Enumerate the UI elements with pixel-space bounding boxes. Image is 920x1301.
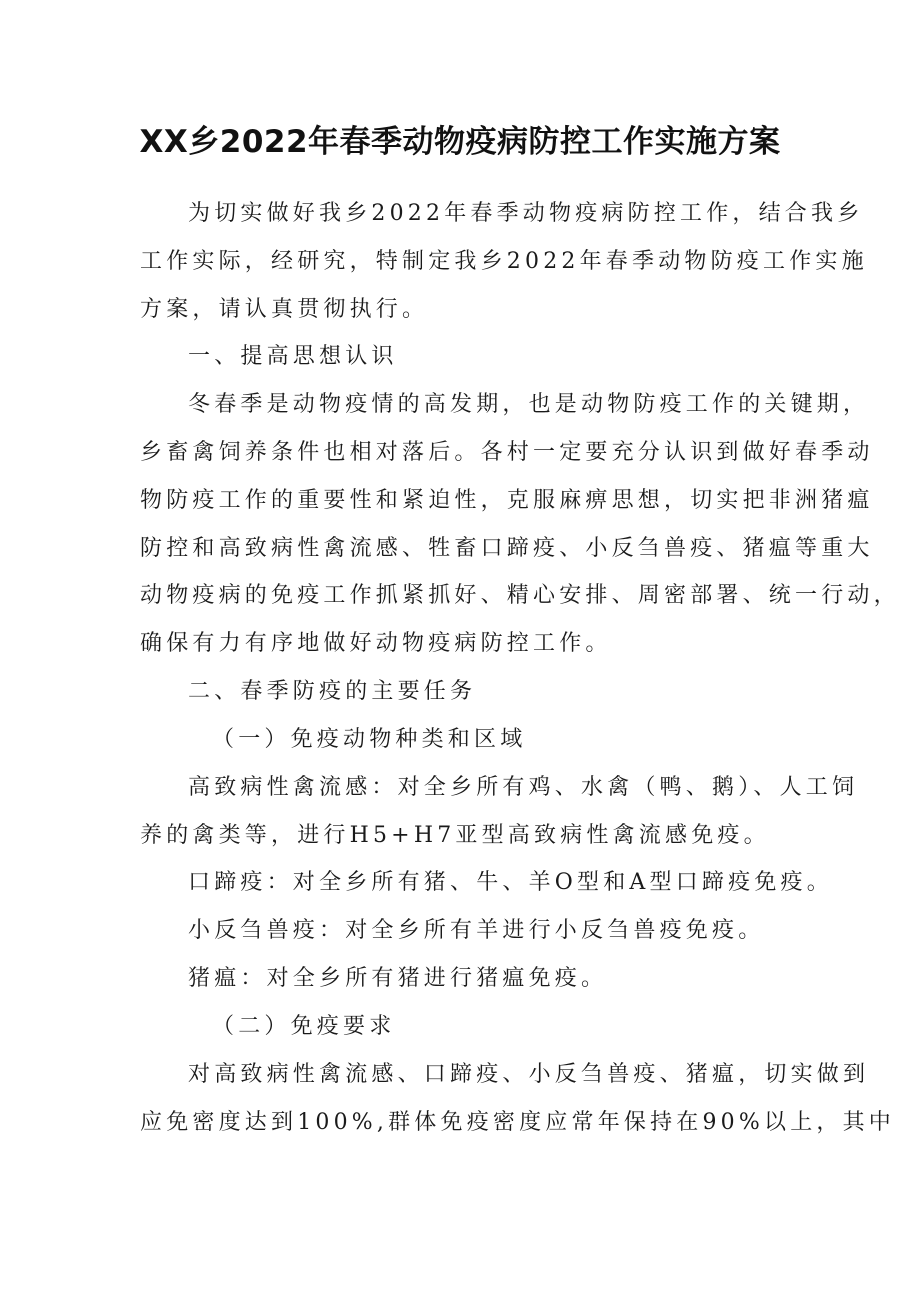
document-title: XX乡2022年春季动物疫病防控工作实施方案 [139, 124, 781, 160]
paragraph-line: 养的禽类等，进行H5+H7亚型高致病性禽流感免疫。 [140, 823, 770, 848]
section-heading: 二、春季防疫的主要任务 [188, 679, 477, 704]
paragraph-line: 防控和高致病性禽流感、牲畜口蹄疫、小反刍兽疫、猪瘟等重大 [140, 536, 874, 561]
paragraph-line: 口蹄疫：对全乡所有猪、牛、羊O型和A型口蹄疫免疫。 [188, 870, 833, 895]
paragraph-line: 高致病性禽流感：对全乡所有鸡、水禽（鸭、鹅）、人工饲 [188, 775, 859, 800]
subsection-heading: （一）免疫动物种类和区域 [212, 727, 527, 752]
paragraph-line: 方案，请认真贯彻执行。 [140, 297, 429, 322]
paragraph-line: 动物疫病的免疫工作抓紧抓好、精心安排、周密部署、统一行动， [140, 583, 900, 608]
paragraph-line: 对高致病性禽流感、口蹄疫、小反刍兽疫、猪瘟，切实做到 [188, 1062, 870, 1087]
paragraph-line: 冬春季是动物疫情的高发期，也是动物防疫工作的关键期， [188, 392, 870, 417]
paragraph-line: 乡畜禽饲养条件也相对落后。各村一定要充分认识到做好春季动 [140, 440, 874, 465]
paragraph-line: 应免密度达到100%,群体免疫密度应常年保持在90%以上，其中 [140, 1110, 895, 1135]
paragraph-line: 小反刍兽疫：对全乡所有羊进行小反刍兽疫免疫。 [188, 918, 765, 943]
paragraph-line: 物防疫工作的重要性和紧迫性，克服麻痹思想，切实把非洲猪瘟 [140, 488, 874, 513]
paragraph-line: 为切实做好我乡2022年春季动物疫病防控工作，结合我乡 [188, 201, 864, 226]
paragraph-line: 猪瘟：对全乡所有猪进行猪瘟免疫。 [188, 966, 608, 991]
paragraph-line: 工作实际，经研究，特制定我乡2022年春季动物防疫工作实施 [140, 249, 868, 274]
subsection-heading: （二）免疫要求 [212, 1014, 396, 1039]
paragraph-line: 确保有力有序地做好动物疫病防控工作。 [140, 631, 612, 656]
section-heading: 一、提高思想认识 [188, 344, 398, 369]
